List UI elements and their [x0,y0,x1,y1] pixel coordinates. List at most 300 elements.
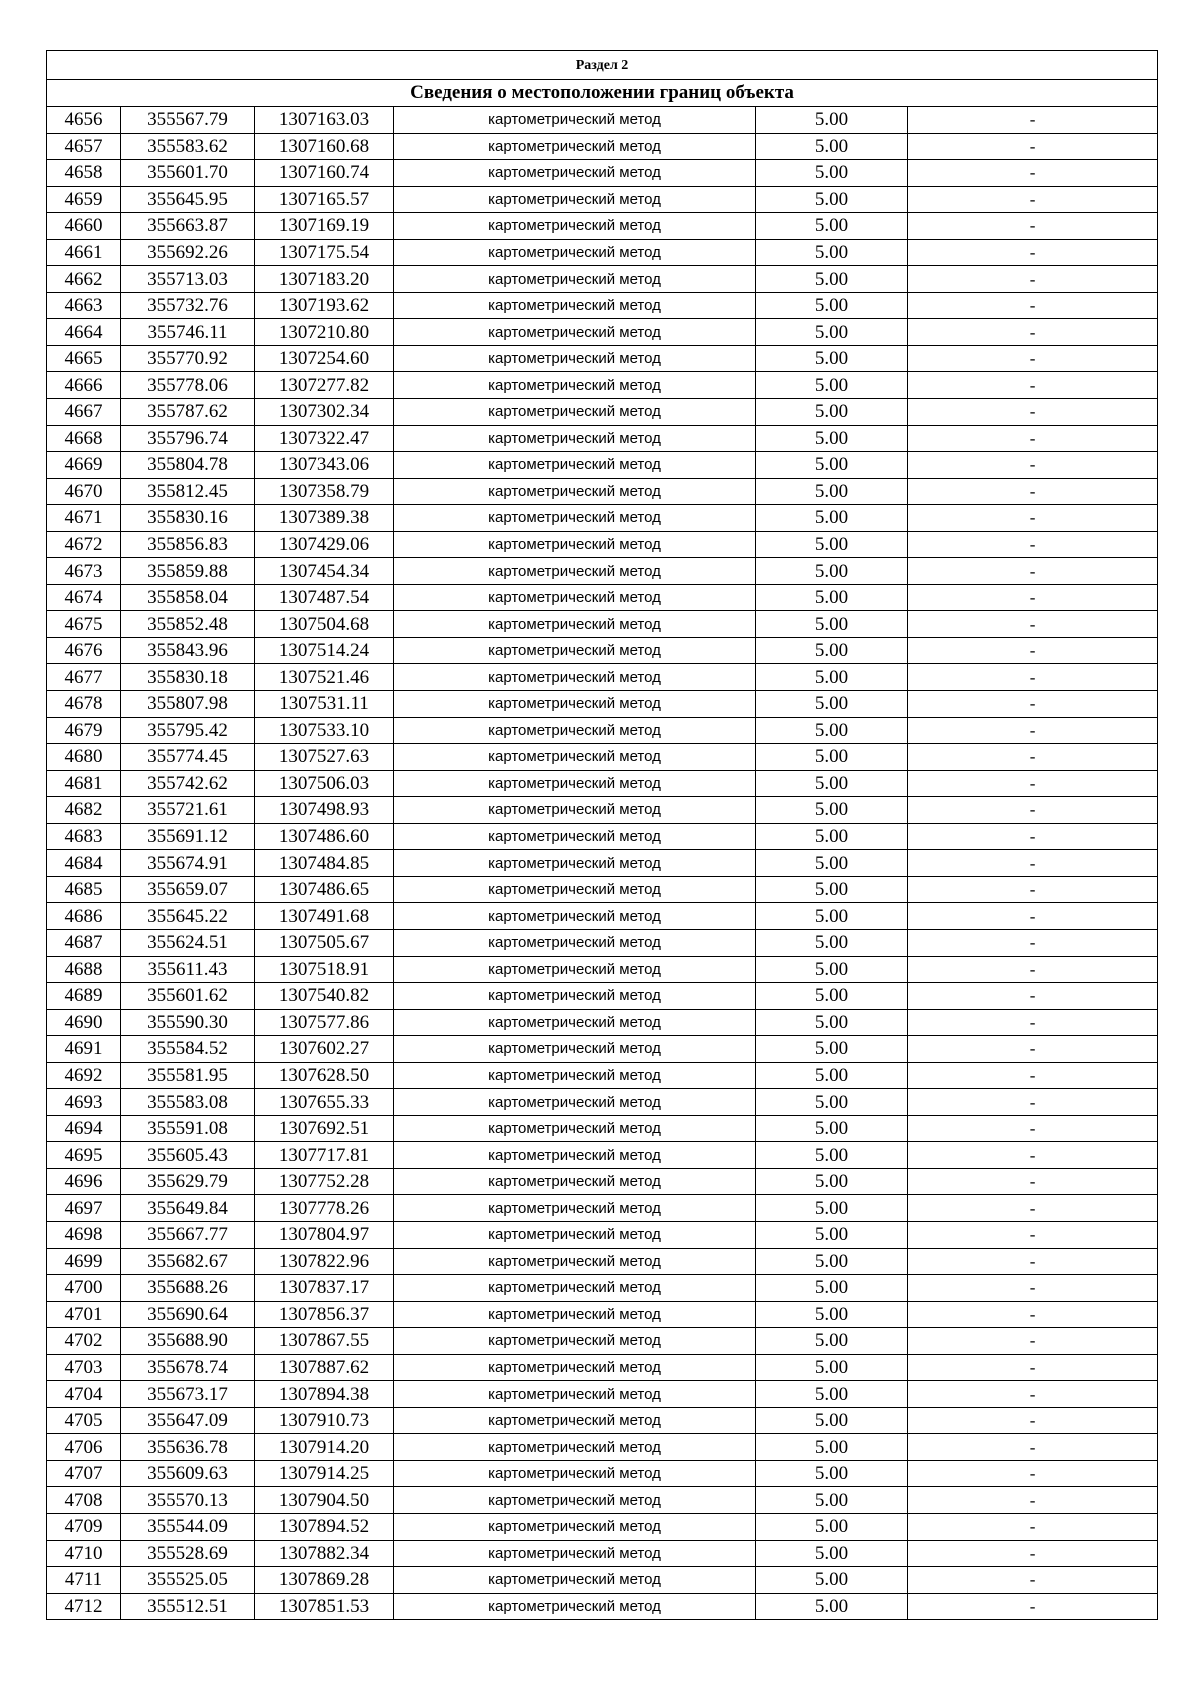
accuracy-cell: 5.00 [756,956,908,983]
description-cell: - [908,1142,1158,1169]
table-row [47,956,1158,983]
y-coordinate-cell: 1307514.24 [255,637,394,664]
accuracy-cell: 5.00 [756,850,908,877]
description-cell: - [908,717,1158,744]
x-coordinate-cell: 355742.62 [121,770,255,797]
y-coordinate-cell: 1307752.28 [255,1168,394,1195]
y-coordinate-cell: 1307322.47 [255,425,394,452]
x-coordinate-cell: 355688.26 [121,1275,255,1302]
description-cell: - [908,1567,1158,1594]
point-number-cell: 4671 [47,505,121,532]
description-cell: - [908,744,1158,771]
description-cell: - [908,770,1158,797]
method-cell: картометрический метод [394,584,756,611]
method-cell: картометрический метод [394,611,756,638]
method-cell: картометрический метод [394,372,756,399]
x-coordinate-cell: 355601.70 [121,160,255,187]
point-number-cell: 4693 [47,1089,121,1116]
point-number-cell: 4658 [47,160,121,187]
x-coordinate-cell: 355674.91 [121,850,255,877]
method-cell: картометрический метод [394,797,756,824]
x-coordinate-cell: 355852.48 [121,611,255,638]
method-cell: картометрический метод [394,770,756,797]
accuracy-cell: 5.00 [756,611,908,638]
method-cell: картометрический метод [394,850,756,877]
y-coordinate-cell: 1307358.79 [255,478,394,505]
accuracy-cell: 5.00 [756,345,908,372]
point-number-cell: 4668 [47,425,121,452]
y-coordinate-cell: 1307867.55 [255,1328,394,1355]
description-cell: - [908,876,1158,903]
table-row [47,850,1158,877]
description-cell: - [908,1593,1158,1620]
point-number-cell: 4694 [47,1115,121,1142]
description-cell: - [908,478,1158,505]
point-number-cell: 4681 [47,770,121,797]
point-number-cell: 4702 [47,1328,121,1355]
y-coordinate-cell: 1307498.93 [255,797,394,824]
accuracy-cell: 5.00 [756,213,908,240]
x-coordinate-cell: 355796.74 [121,425,255,452]
method-cell: картометрический метод [394,664,756,691]
point-number-cell: 4669 [47,452,121,479]
accuracy-cell: 5.00 [756,770,908,797]
description-cell: - [908,1195,1158,1222]
method-cell: картометрический метод [394,1009,756,1036]
y-coordinate-cell: 1307887.62 [255,1354,394,1381]
accuracy-cell: 5.00 [756,1062,908,1089]
point-number-cell: 4679 [47,717,121,744]
accuracy-cell: 5.00 [756,1036,908,1063]
y-coordinate-cell: 1307491.68 [255,903,394,930]
x-coordinate-cell: 355567.79 [121,107,255,134]
accuracy-cell: 5.00 [756,107,908,134]
accuracy-cell: 5.00 [756,558,908,585]
y-coordinate-cell: 1307655.33 [255,1089,394,1116]
table-row [47,1354,1158,1381]
table-row [47,1381,1158,1408]
method-cell: картометрический метод [394,1381,756,1408]
point-number-cell: 4712 [47,1593,121,1620]
x-coordinate-cell: 355525.05 [121,1567,255,1594]
point-number-cell: 4707 [47,1460,121,1487]
description-cell: - [908,399,1158,426]
table-row [47,1195,1158,1222]
accuracy-cell: 5.00 [756,1434,908,1461]
point-number-cell: 4677 [47,664,121,691]
x-coordinate-cell: 355770.92 [121,345,255,372]
x-coordinate-cell: 355581.95 [121,1062,255,1089]
y-coordinate-cell: 1307856.37 [255,1301,394,1328]
x-coordinate-cell: 355830.16 [121,505,255,532]
accuracy-cell: 5.00 [756,425,908,452]
accuracy-cell: 5.00 [756,744,908,771]
y-coordinate-cell: 1307210.80 [255,319,394,346]
accuracy-cell: 5.00 [756,292,908,319]
y-coordinate-cell: 1307454.34 [255,558,394,585]
table-row [47,1142,1158,1169]
point-number-cell: 4676 [47,637,121,664]
point-number-cell: 4695 [47,1142,121,1169]
y-coordinate-cell: 1307254.60 [255,345,394,372]
point-number-cell: 4701 [47,1301,121,1328]
table-row [47,213,1158,240]
method-cell: картометрический метод [394,425,756,452]
table-row [47,717,1158,744]
accuracy-cell: 5.00 [756,929,908,956]
description-cell: - [908,1089,1158,1116]
method-cell: картометрический метод [394,691,756,718]
accuracy-cell: 5.00 [756,1487,908,1514]
method-cell: картометрический метод [394,1487,756,1514]
point-number-cell: 4670 [47,478,121,505]
point-number-cell: 4675 [47,611,121,638]
table-row [47,1567,1158,1594]
table-row [47,1062,1158,1089]
description-cell: - [908,1275,1158,1302]
point-number-cell: 4660 [47,213,121,240]
y-coordinate-cell: 1307692.51 [255,1115,394,1142]
table-row [47,691,1158,718]
y-coordinate-cell: 1307577.86 [255,1009,394,1036]
y-coordinate-cell: 1307165.57 [255,186,394,213]
x-coordinate-cell: 355636.78 [121,1434,255,1461]
description-cell: - [908,956,1158,983]
x-coordinate-cell: 355584.52 [121,1036,255,1063]
point-number-cell: 4674 [47,584,121,611]
point-number-cell: 4700 [47,1275,121,1302]
y-coordinate-cell: 1307521.46 [255,664,394,691]
method-cell: картометрический метод [394,1036,756,1063]
method-cell: картометрический метод [394,1301,756,1328]
description-cell: - [908,266,1158,293]
x-coordinate-cell: 355611.43 [121,956,255,983]
point-number-cell: 4661 [47,239,121,266]
accuracy-cell: 5.00 [756,505,908,532]
method-cell: картометрический метод [394,186,756,213]
method-cell: картометрический метод [394,319,756,346]
accuracy-cell: 5.00 [756,372,908,399]
table-row [47,637,1158,664]
table-row [47,823,1158,850]
table-row [47,1328,1158,1355]
x-coordinate-cell: 355605.43 [121,1142,255,1169]
method-cell: картометрический метод [394,1089,756,1116]
accuracy-cell: 5.00 [756,1115,908,1142]
point-number-cell: 4673 [47,558,121,585]
table-row [47,1275,1158,1302]
y-coordinate-cell: 1307160.68 [255,133,394,160]
x-coordinate-cell: 355645.22 [121,903,255,930]
description-cell: - [908,452,1158,479]
x-coordinate-cell: 355858.04 [121,584,255,611]
y-coordinate-cell: 1307778.26 [255,1195,394,1222]
point-number-cell: 4697 [47,1195,121,1222]
y-coordinate-cell: 1307504.68 [255,611,394,638]
y-coordinate-cell: 1307837.17 [255,1275,394,1302]
table-row [47,1487,1158,1514]
method-cell: картометрический метод [394,956,756,983]
accuracy-cell: 5.00 [756,1168,908,1195]
method-cell: картометрический метод [394,531,756,558]
method-cell: картометрический метод [394,1115,756,1142]
x-coordinate-cell: 355774.45 [121,744,255,771]
point-number-cell: 4667 [47,399,121,426]
table-row [47,797,1158,824]
description-cell: - [908,611,1158,638]
y-coordinate-cell: 1307914.20 [255,1434,394,1461]
description-cell: - [908,823,1158,850]
y-coordinate-cell: 1307429.06 [255,531,394,558]
table-row [47,1593,1158,1620]
point-number-cell: 4691 [47,1036,121,1063]
method-cell: картометрический метод [394,133,756,160]
point-number-cell: 4686 [47,903,121,930]
accuracy-cell: 5.00 [756,452,908,479]
accuracy-cell: 5.00 [756,160,908,187]
accuracy-cell: 5.00 [756,478,908,505]
x-coordinate-cell: 355804.78 [121,452,255,479]
accuracy-cell: 5.00 [756,186,908,213]
accuracy-cell: 5.00 [756,319,908,346]
method-cell: картометрический метод [394,1248,756,1275]
x-coordinate-cell: 355583.62 [121,133,255,160]
point-number-cell: 4656 [47,107,121,134]
point-number-cell: 4657 [47,133,121,160]
accuracy-cell: 5.00 [756,664,908,691]
accuracy-cell: 5.00 [756,797,908,824]
method-cell: картометрический метод [394,452,756,479]
y-coordinate-cell: 1307160.74 [255,160,394,187]
y-coordinate-cell: 1307169.19 [255,213,394,240]
table-row [47,876,1158,903]
description-cell: - [908,213,1158,240]
accuracy-cell: 5.00 [756,1248,908,1275]
x-coordinate-cell: 355601.62 [121,983,255,1010]
x-coordinate-cell: 355856.83 [121,531,255,558]
accuracy-cell: 5.00 [756,1195,908,1222]
accuracy-cell: 5.00 [756,1089,908,1116]
method-cell: картометрический метод [394,1354,756,1381]
y-coordinate-cell: 1307518.91 [255,956,394,983]
point-number-cell: 4705 [47,1407,121,1434]
y-coordinate-cell: 1307894.38 [255,1381,394,1408]
table-row [47,983,1158,1010]
point-number-cell: 4682 [47,797,121,824]
accuracy-cell: 5.00 [756,1407,908,1434]
x-coordinate-cell: 355713.03 [121,266,255,293]
point-number-cell: 4703 [47,1354,121,1381]
description-cell: - [908,372,1158,399]
table-row [47,1301,1158,1328]
method-cell: картометрический метод [394,929,756,956]
method-cell: картометрический метод [394,903,756,930]
description-cell: - [908,425,1158,452]
table-row [47,903,1158,930]
accuracy-cell: 5.00 [756,1567,908,1594]
y-coordinate-cell: 1307183.20 [255,266,394,293]
method-cell: картометрический метод [394,292,756,319]
x-coordinate-cell: 355787.62 [121,399,255,426]
description-cell: - [908,1062,1158,1089]
y-coordinate-cell: 1307175.54 [255,239,394,266]
table-row [47,239,1158,266]
point-number-cell: 4711 [47,1567,121,1594]
point-number-cell: 4690 [47,1009,121,1036]
table-row [47,1089,1158,1116]
method-cell: картометрический метод [394,1460,756,1487]
x-coordinate-cell: 355649.84 [121,1195,255,1222]
point-number-cell: 4659 [47,186,121,213]
y-coordinate-cell: 1307910.73 [255,1407,394,1434]
x-coordinate-cell: 355512.51 [121,1593,255,1620]
description-cell: - [908,531,1158,558]
description-cell: - [908,1460,1158,1487]
point-number-cell: 4685 [47,876,121,903]
point-number-cell: 4664 [47,319,121,346]
x-coordinate-cell: 355647.09 [121,1407,255,1434]
method-cell: картометрический метод [394,266,756,293]
table-row [47,266,1158,293]
point-number-cell: 4680 [47,744,121,771]
point-number-cell: 4663 [47,292,121,319]
point-number-cell: 4665 [47,345,121,372]
x-coordinate-cell: 355629.79 [121,1168,255,1195]
method-cell: картометрический метод [394,1062,756,1089]
table-row [47,1460,1158,1487]
description-cell: - [908,1036,1158,1063]
table-row [47,1115,1158,1142]
x-coordinate-cell: 355659.07 [121,876,255,903]
accuracy-cell: 5.00 [756,1301,908,1328]
accuracy-cell: 5.00 [756,691,908,718]
method-cell: картометрический метод [394,558,756,585]
description-cell: - [908,505,1158,532]
y-coordinate-cell: 1307882.34 [255,1540,394,1567]
table-row [47,452,1158,479]
method-cell: картометрический метод [394,983,756,1010]
method-cell: картометрический метод [394,1142,756,1169]
method-cell: картометрический метод [394,1513,756,1540]
table-row [47,1009,1158,1036]
y-coordinate-cell: 1307163.03 [255,107,394,134]
table-row [47,1221,1158,1248]
x-coordinate-cell: 355830.18 [121,664,255,691]
y-coordinate-cell: 1307851.53 [255,1593,394,1620]
accuracy-cell: 5.00 [756,239,908,266]
y-coordinate-cell: 1307486.65 [255,876,394,903]
accuracy-cell: 5.00 [756,1009,908,1036]
y-coordinate-cell: 1307487.54 [255,584,394,611]
method-cell: картометрический метод [394,345,756,372]
description-cell: - [908,292,1158,319]
accuracy-cell: 5.00 [756,531,908,558]
description-cell: - [908,1301,1158,1328]
y-coordinate-cell: 1307894.52 [255,1513,394,1540]
x-coordinate-cell: 355812.45 [121,478,255,505]
method-cell: картометрический метод [394,637,756,664]
x-coordinate-cell: 355690.64 [121,1301,255,1328]
y-coordinate-cell: 1307302.34 [255,399,394,426]
table-row [47,319,1158,346]
table-row [47,1248,1158,1275]
method-cell: картометрический метод [394,1434,756,1461]
description-cell: - [908,797,1158,824]
method-cell: картометрический метод [394,107,756,134]
x-coordinate-cell: 355667.77 [121,1221,255,1248]
description-cell: - [908,1434,1158,1461]
method-cell: картометрический метод [394,1540,756,1567]
point-number-cell: 4710 [47,1540,121,1567]
accuracy-cell: 5.00 [756,399,908,426]
table-row [47,1036,1158,1063]
table-row [47,186,1158,213]
boundary-coordinates-table [46,50,1158,1620]
table-row [47,1540,1158,1567]
accuracy-cell: 5.00 [756,1381,908,1408]
y-coordinate-cell: 1307533.10 [255,717,394,744]
table-row [47,1513,1158,1540]
table-row [47,425,1158,452]
x-coordinate-cell: 355528.69 [121,1540,255,1567]
table-row [47,1407,1158,1434]
y-coordinate-cell: 1307505.67 [255,929,394,956]
table-row [47,478,1158,505]
x-coordinate-cell: 355591.08 [121,1115,255,1142]
method-cell: картометрический метод [394,876,756,903]
point-number-cell: 4684 [47,850,121,877]
description-cell: - [908,107,1158,134]
table-row [47,372,1158,399]
table-body [47,51,1158,1620]
method-cell: картометрический метод [394,160,756,187]
x-coordinate-cell: 355688.90 [121,1328,255,1355]
description-cell: - [908,1221,1158,1248]
y-coordinate-cell: 1307602.27 [255,1036,394,1063]
accuracy-cell: 5.00 [756,584,908,611]
description-cell: - [908,1407,1158,1434]
y-coordinate-cell: 1307540.82 [255,983,394,1010]
table-row [47,345,1158,372]
x-coordinate-cell: 355583.08 [121,1089,255,1116]
table-row [47,584,1158,611]
x-coordinate-cell: 355544.09 [121,1513,255,1540]
description-cell: - [908,1381,1158,1408]
table-title-row [47,80,1158,107]
y-coordinate-cell: 1307506.03 [255,770,394,797]
accuracy-cell: 5.00 [756,637,908,664]
method-cell: картометрический метод [394,823,756,850]
y-coordinate-cell: 1307869.28 [255,1567,394,1594]
description-cell: - [908,239,1158,266]
x-coordinate-cell: 355721.61 [121,797,255,824]
description-cell: - [908,664,1158,691]
method-cell: картометрический метод [394,1195,756,1222]
x-coordinate-cell: 355778.06 [121,372,255,399]
point-number-cell: 4666 [47,372,121,399]
y-coordinate-cell: 1307531.11 [255,691,394,718]
method-cell: картометрический метод [394,717,756,744]
description-cell: - [908,1009,1158,1036]
accuracy-cell: 5.00 [756,983,908,1010]
accuracy-cell: 5.00 [756,903,908,930]
x-coordinate-cell: 355678.74 [121,1354,255,1381]
table-row [47,160,1158,187]
accuracy-cell: 5.00 [756,1460,908,1487]
x-coordinate-cell: 355807.98 [121,691,255,718]
x-coordinate-cell: 355570.13 [121,1487,255,1514]
method-cell: картометрический метод [394,213,756,240]
